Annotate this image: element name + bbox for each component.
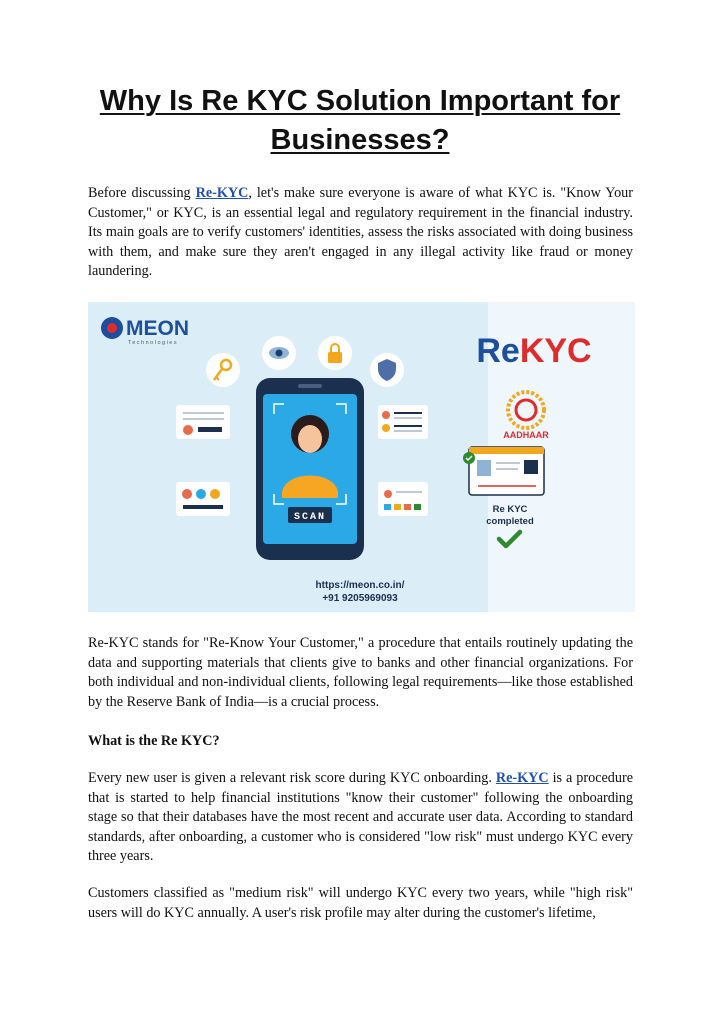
meon-logo-text: MEON: [126, 317, 189, 340]
aadhaar-label: AADHAAR: [503, 430, 549, 440]
info-card-right-top: [378, 405, 428, 439]
lock-icon: [318, 336, 352, 370]
meon-logo-sub: Technologies: [128, 340, 179, 346]
info-card-right-bottom: [378, 482, 428, 516]
aadhaar-card-icon: [463, 447, 544, 495]
para3-text-start: Every new user is given a relevant risk score during KYC onboarding.: [88, 770, 496, 786]
info-card-left-top: [176, 405, 230, 439]
risk-levels-paragraph: Customers classified as "medium risk" will undergo KYC every two years, while "high risk" users will do KYC annually. A user's risk profile may alter during the customer's lifetime,: [88, 885, 633, 921]
rekyc-link-2[interactable]: Re-KYC: [495, 770, 549, 786]
info-card-left-bottom: [176, 482, 230, 516]
eye-icon: [262, 336, 296, 370]
rekyc-completed-line1: Re KYC: [492, 504, 528, 515]
what-is-rekyc-paragraph: [88, 769, 633, 867]
rekyc-completed-line2: completed: [486, 516, 534, 527]
page-title: Why Is Re KYC Solution Important for Businesses?: [99, 85, 621, 156]
banner-url: https://meon.co.in/: [315, 580, 405, 591]
rekyc-link[interactable]: Re-KYC: [195, 185, 249, 201]
phone-illustration: [256, 378, 364, 560]
scan-label: SCAN: [293, 512, 327, 523]
shield-icon: [370, 353, 404, 387]
rekyc-definition-paragraph: Re-KYC stands for "Re-Know Your Customer," a procedure that entails routinely updating the data and supporting materials that clients give to banks and other financial organizations. For both individual and non-individual clients, following legal requirements—like those established by the Reserve Bank of India—is a crucial process.: [88, 635, 633, 710]
banner-phone: +91 9205969093: [322, 593, 398, 604]
intro-text-start: Before discussing: [88, 185, 196, 201]
rekyc-brand-text: ReKYC: [476, 332, 592, 370]
key-icon: [206, 353, 240, 387]
rekyc-banner-image: [88, 302, 635, 612]
section-heading: What is the Re KYC?: [88, 733, 220, 749]
para3-text-end: is a procedure that is started to help financial institutions "know their customer" following the onboarding stage so that their databases have the most recent and accurate user data. According to standard standards, after onboarding, a customer who is considered "low risk" must undergo KYC every three years.: [88, 770, 633, 865]
intro-paragraph: [88, 184, 633, 282]
intro-text-end: , let's make sure everyone is aware of what KYC is. "Know Your Customer," or KYC, is an essential legal and regulatory requirement in the financial industry. Its main goals are to verify customers' identities, assess the risks associated with doing business with them, and make sure they aren't engaged in any illegal activity like fraud or money laundering.: [88, 185, 633, 280]
